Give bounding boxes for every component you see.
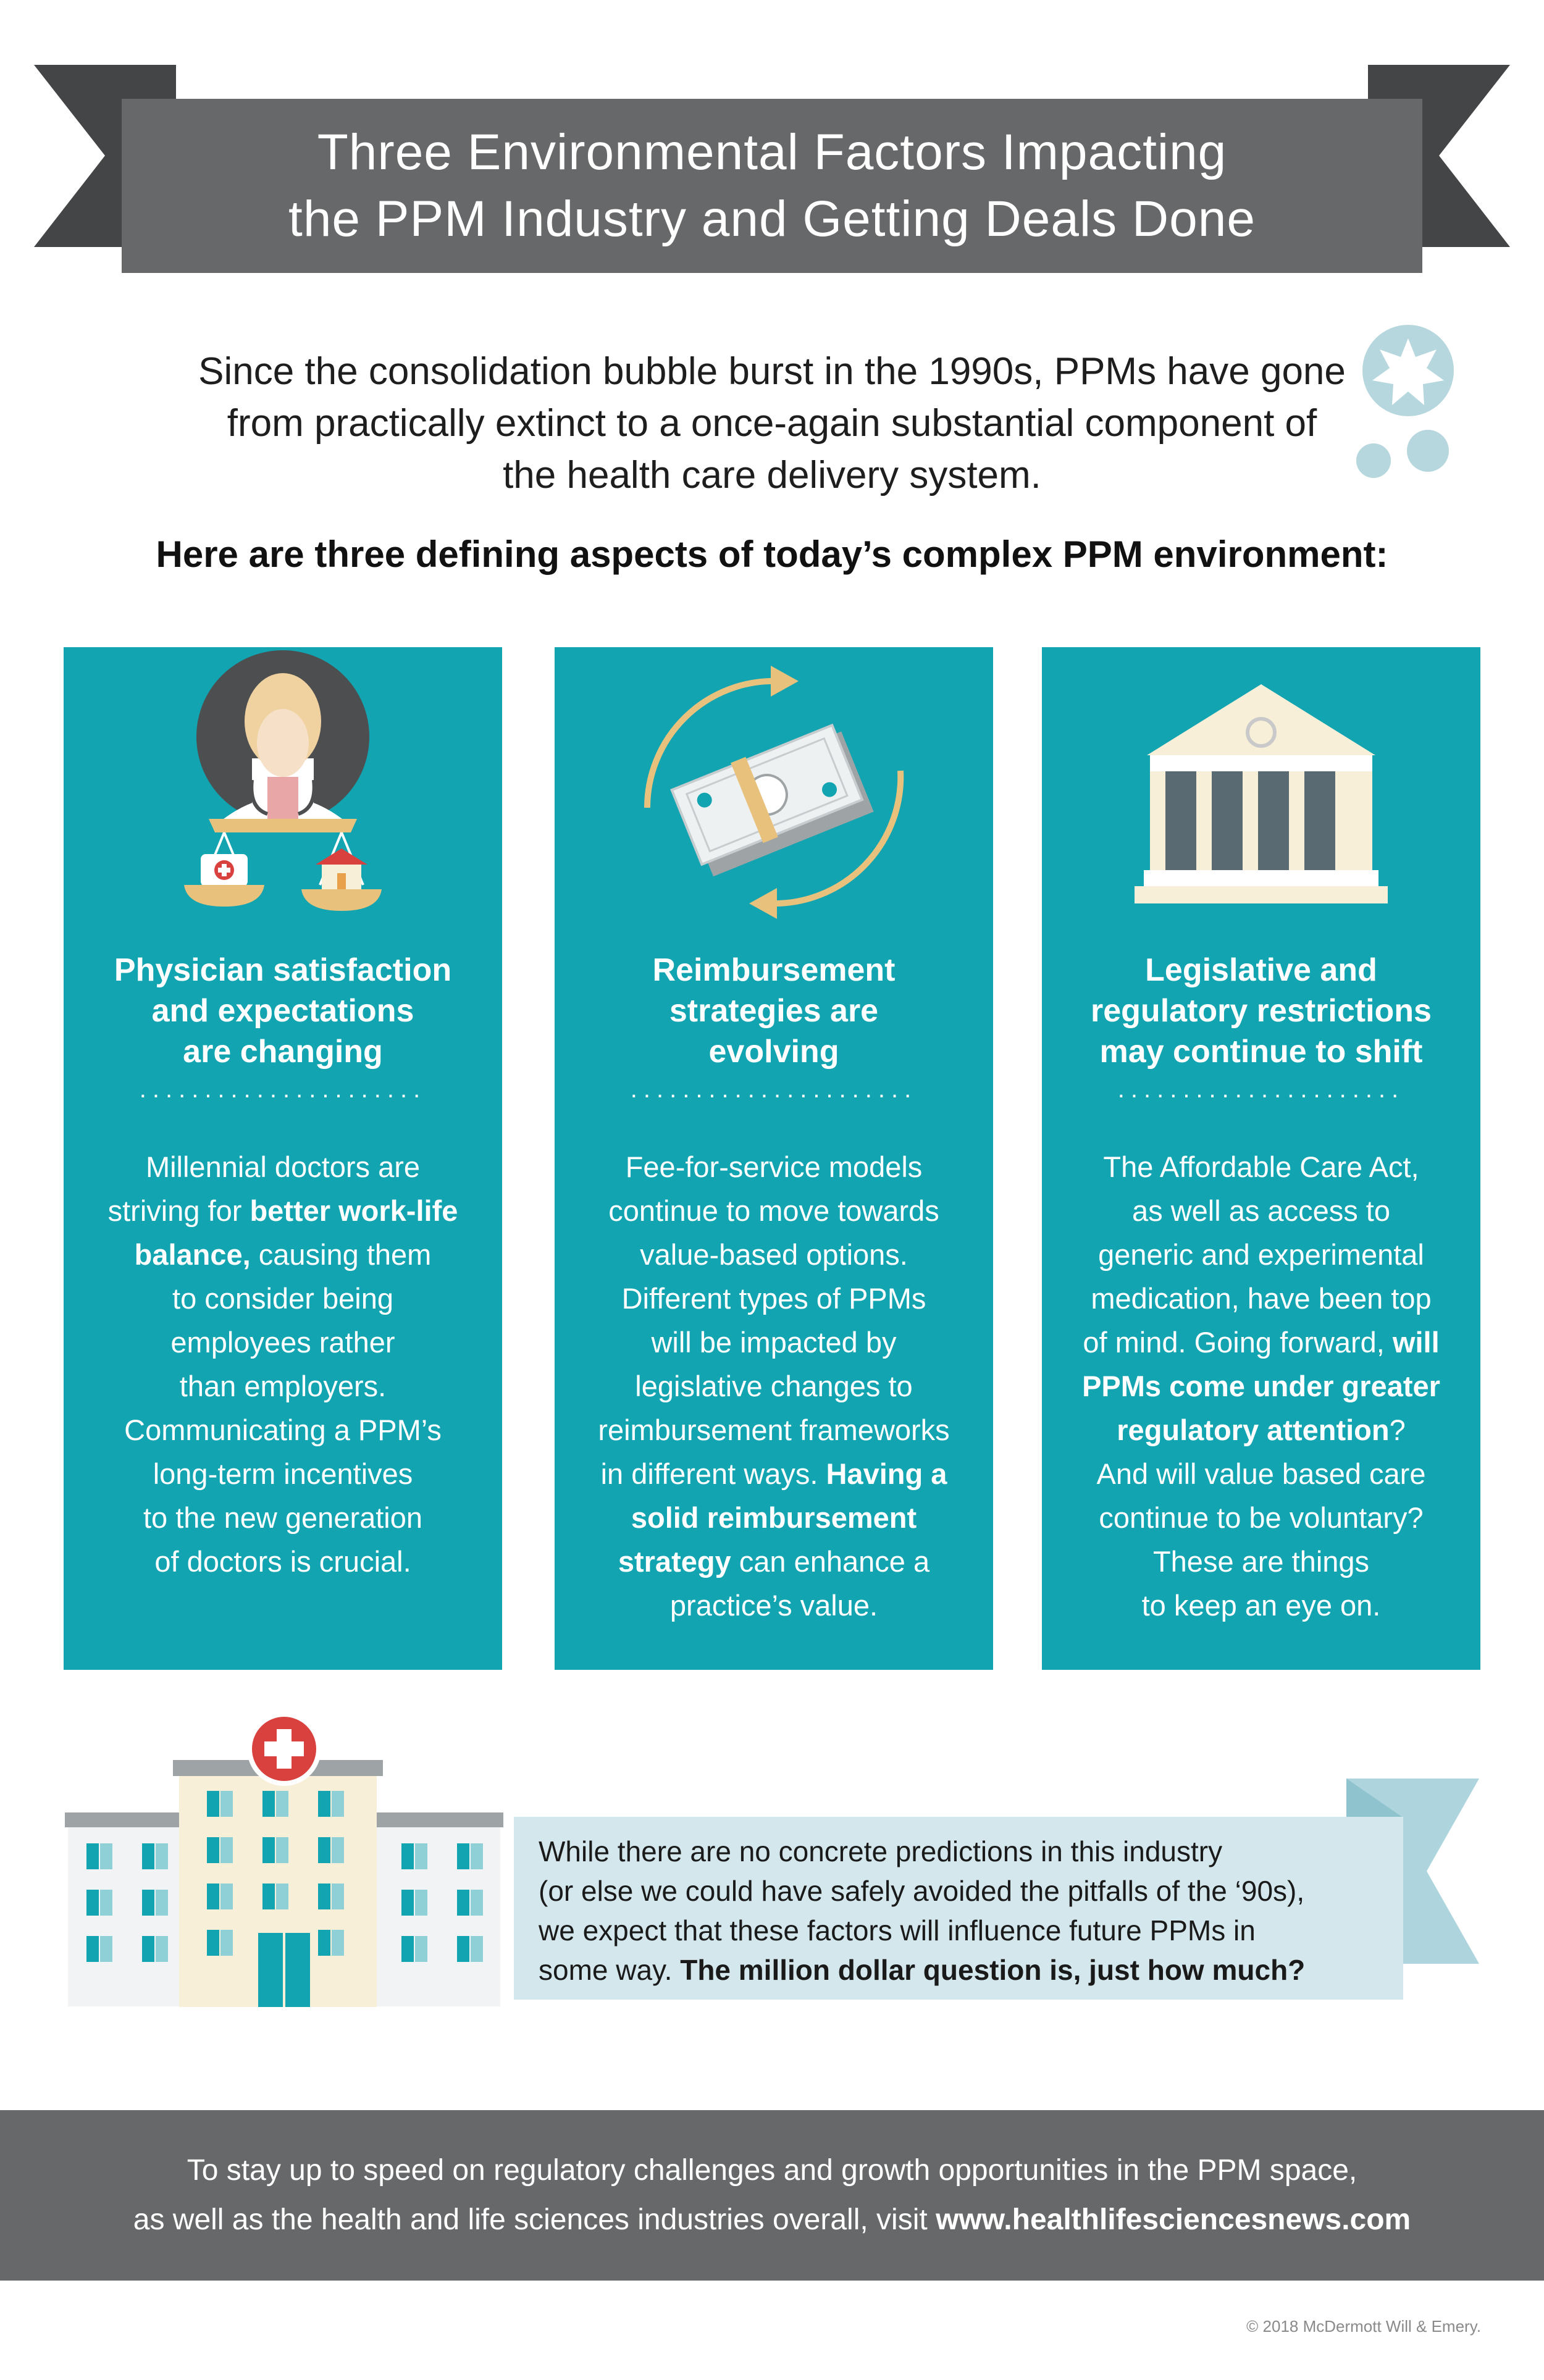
- doctor-scale-icon: [64, 647, 502, 931]
- card-body: Fee-for-service models continue to move towards value-based options. Different types of PPMs will be impacted by legislative changes to reimbursement frameworks in different ways. Having a solid reimbursement strategy can enhance a practice’s value.: [598, 1150, 950, 1622]
- footer-banner: To stay up to speed on regulatory challenges and growth opportunities in the PPM space, as well as the health and life sciences industries overall, visit www.healthlifesciencesnews.com: [0, 2110, 1544, 2281]
- lead-heading: Here are three defining aspects of today’s complex PPM environment:: [156, 534, 1388, 575]
- card-title: Legislative and regulatory restrictions may continue to shift: [1091, 952, 1432, 1070]
- dot-divider: ......................: [630, 1076, 918, 1103]
- card-legislative: [1042, 647, 1480, 1670]
- card-title: Physician satisfaction and expectations are changing: [114, 952, 452, 1070]
- card-title: Reimbursement strategies are evolving: [652, 952, 896, 1070]
- hospital-icon: [62, 1711, 506, 2007]
- card-body: Millennial doctors are striving for better work-life balance, causing them to consider being employees rather than employers. Communicating a PPM’s long-term incentives to the new generation of doctors is crucial.: [107, 1150, 458, 1578]
- government-building-icon: [1042, 647, 1480, 931]
- page-title: [122, 99, 1422, 273]
- title-line-1: Three Environmental Factors Impacting: [317, 124, 1227, 180]
- conclusion-note: While there are no concrete predictions in this industry (or else we could have safely avoided the pitfalls of the ‘90s), we expect that these factors will influence future PPMs in some way. The million dollar question is, just how much?: [514, 1817, 1403, 2000]
- card-reimbursement: [555, 647, 993, 1670]
- title-line-2: the PPM Industry and Getting Deals Done: [288, 191, 1256, 247]
- dot-divider: ......................: [1117, 1076, 1405, 1103]
- money-cycle-icon: [555, 647, 993, 931]
- copyright-notice: © 2018 McDermott Will & Emery.: [1246, 2317, 1481, 2336]
- dot-divider: ......................: [139, 1076, 427, 1103]
- intro-paragraph: Since the consolidation bubble burst in the 1990s, PPMs have gone from practically extinct to a once-again substantial component of the health care delivery system.: [198, 350, 1346, 497]
- card-body: The Affordable Care Act, as well as access to generic and experimental medication, have been top of mind. Going forward, will PPMs come under greater regulatory attention? And will value based care continue to be voluntary? These are things to keep an eye on.: [1082, 1150, 1440, 1622]
- website-link[interactable]: www.healthlifesciencesnews.com: [936, 2203, 1411, 2236]
- card-physician-satisfaction: [64, 647, 502, 1670]
